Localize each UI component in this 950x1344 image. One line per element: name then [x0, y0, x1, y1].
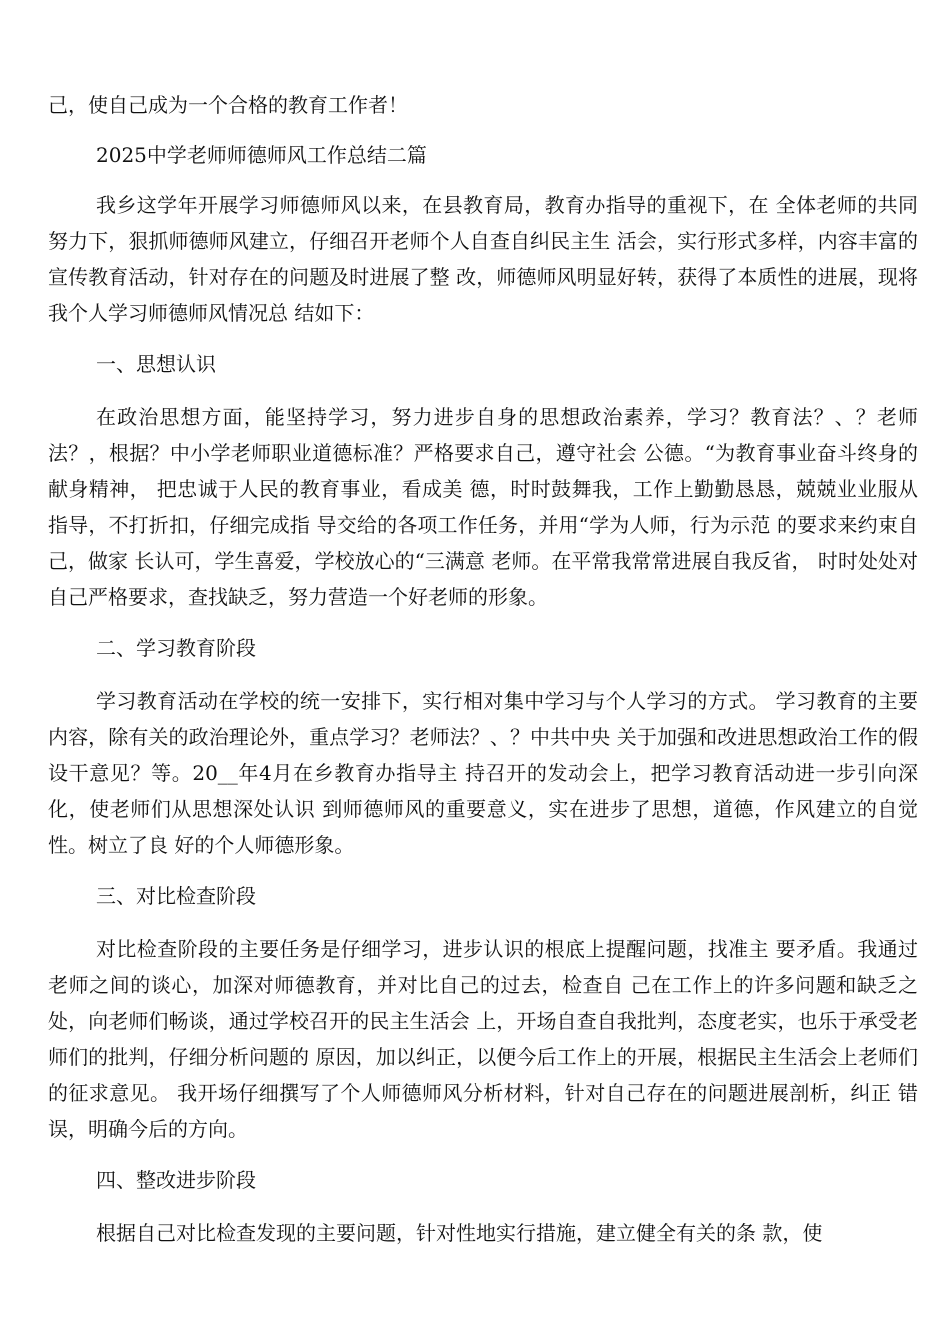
- section-body-4: 根据自己对比检查发现的主要问题，针对性地实行措施，建立健全有关的条 款，使: [96, 1221, 823, 1245]
- section-heading-4: 四、整改进步阶段: [96, 1168, 256, 1192]
- continuation-text: 己，使自己成为一个合格的教育工作者！: [48, 93, 408, 117]
- section-body-1: 在政治思想方面，能坚持学习，努力进步自身的思想政治素养，学习？教育法？、？老师法？，根据？中小学老师职业道德标准？严格要求自己，遵守社会 公德。“为教育事业奋斗终身的献身精神， 把忠诚于人民的教育事业，看成美 德，时时鼓舞我，工作上勤勤恳恳，兢兢业业服从指导，不打折扣，仔细完成指 导交给的各项工作任务，并用“学为人师，行为示范 的要求来约束自己，做家 长认可，学生喜爱，学校放心的“三满意 老师。在平常我常常进展自我反省， 时时处处对自己严格要求，查找缺乏，努力营造一个好老师的形象。: [48, 405, 918, 609]
- section-heading-3: 三、对比检查阶段: [96, 884, 256, 908]
- section-heading-1: 一、思想认识: [96, 352, 216, 376]
- section-body-3: 对比检查阶段的主要任务是仔细学习，进步认识的根底上提醒问题，找准主 要矛盾。我通过老师之间的谈心，加深对师德教育，并对比自己的过去，检查自 己在工作上的许多问题和缺乏之处，向老师们畅谈，通过学校召开的民主生活会 上，开场自查自我批判，态度老实，也乐于承受老师们的批判，仔细分析问题的 原因，加以纠正，以便今后工作上的开展，根据民主生活会上老师们的征求意见。 我开场仔细撰写了个人师德师风分析材料，针对自己存在的问题进展剖析，纠正 错误，明确今后的方向。: [48, 937, 918, 1141]
- document-title: 2025中学老师师德师风工作总结二篇: [96, 143, 427, 167]
- section-body-2: 学习教育活动在学校的统一安排下，实行相对集中学习与个人学习的方式。 学习教育的主要内容，除有关的政治理论外，重点学习？老师法？、？中共中央 关于加强和改进思想政治工作的假设干意见？等。20__年4月在乡教育办指导主 持召开的发动会上，把学习教育活动进一步引向深化，使老师们从思想深处认识 到师德师风的重要意义，实在进步了思想，道德，作风建立的自觉性。树立了良 好的个人师德形象。: [48, 689, 918, 857]
- section-heading-2: 二、学习教育阶段: [96, 636, 256, 660]
- document-page: [48, 87, 918, 1251]
- intro-paragraph: 我乡这学年开展学习师德师风以来，在县教育局，教育办指导的重视下，在 全体老师的共同努力下，狠抓师德师风建立，仔细召开老师个人自查自纠民主生 活会，实行形式多样，内容丰富的宣传教育活动，针对存在的问题及时进展了整 改，师德师风明显好转，获得了本质性的进展，现将我个人学习师德师风情况总 结如下：: [48, 193, 918, 325]
